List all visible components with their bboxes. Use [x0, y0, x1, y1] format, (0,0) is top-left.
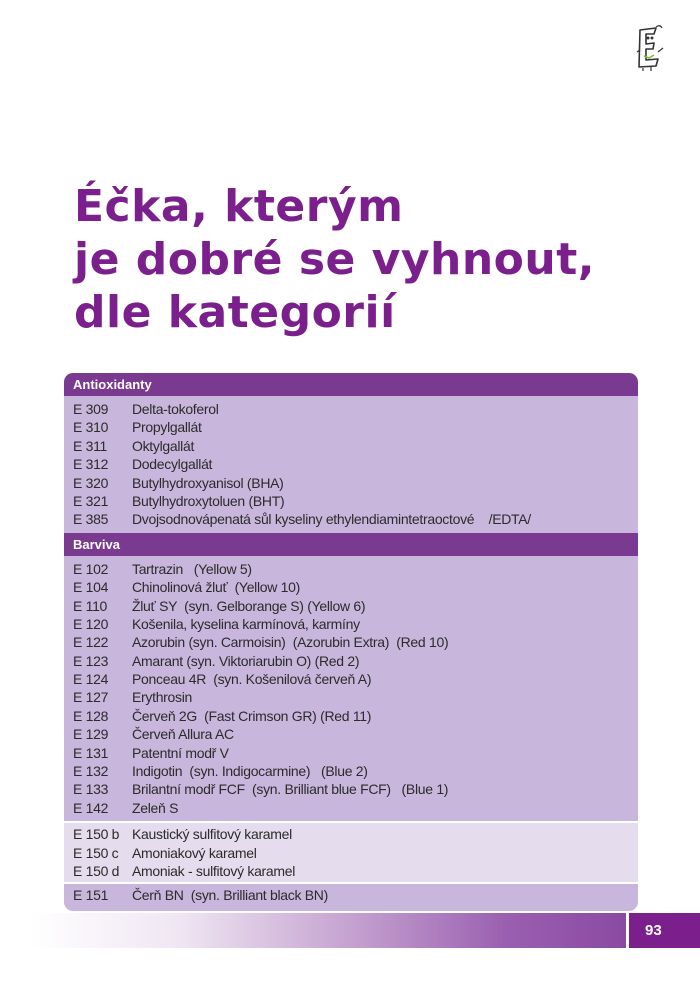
additive-code: E 129	[73, 726, 109, 743]
additive-code: E 131	[73, 744, 109, 761]
additive-code: E 320	[73, 474, 109, 491]
title-line-2: je dobré se vyhnout,	[74, 234, 595, 285]
table-row	[64, 744, 638, 762]
table-row	[64, 418, 638, 436]
table-row	[64, 670, 638, 688]
additive-code: E 133	[73, 781, 109, 798]
additive-name: Delta-tokoferol	[132, 401, 219, 417]
title-line-3: dle kategorií	[74, 287, 396, 338]
category-list-colorants	[64, 556, 638, 821]
table-row	[64, 688, 638, 706]
category-header-antioxidants: Antioxidanty	[64, 373, 638, 396]
additive-code: E 150 b	[73, 826, 120, 843]
additives-table	[64, 373, 638, 911]
additive-code: E 309	[73, 401, 109, 417]
additive-name: Červeň 2G (Fast Crimson GR) (Red 11)	[132, 707, 372, 724]
additive-name: Amarant (syn. Viktoriarubin O) (Red 2)	[132, 652, 360, 669]
additive-name: Košenila, kyselina karmínová, karmíny	[132, 615, 360, 632]
table-row	[64, 597, 638, 615]
additive-code: E 311	[73, 437, 108, 454]
additive-code: E 321	[73, 492, 109, 509]
additive-name: Žluť SY (syn. Gelborange S) (Yellow 6)	[132, 597, 366, 614]
additive-name: Červeň Allura AC	[132, 726, 234, 743]
additive-name: Chinolinová žluť (Yellow 10)	[132, 579, 301, 596]
additive-code: E 104	[73, 579, 109, 596]
table-row	[64, 799, 638, 817]
additive-name: Ponceau 4R (syn. Košenilová červeň A)	[132, 671, 372, 688]
page-title	[74, 180, 595, 339]
additive-name: Patentní modř V	[132, 744, 229, 761]
additive-code: E 120	[73, 615, 109, 632]
footer-gradient-bar	[30, 913, 626, 948]
table-row	[64, 725, 638, 743]
additive-name: Butylhydroxytoluen (BHT)	[132, 492, 285, 509]
additive-name: Amoniak - sulfitový karamel	[132, 862, 296, 879]
category-list-antioxidants	[64, 396, 638, 533]
additive-name: Azorubin (syn. Carmoisin) (Azorubin Extra) (Red 10)	[132, 634, 449, 651]
table-row	[64, 780, 638, 798]
additive-code: E 385	[73, 511, 109, 528]
additive-code: E 124	[73, 671, 109, 688]
table-row	[64, 474, 638, 492]
additive-code: E 122	[73, 634, 109, 651]
category-header-colorants: Barviva	[64, 533, 638, 556]
table-row	[64, 560, 638, 578]
table-row	[64, 707, 638, 725]
additive-name: Butylhydroxyanisol (BHA)	[132, 474, 284, 491]
additive-name: Zeleň S	[132, 799, 179, 816]
additive-name: Dodecylgallát	[132, 456, 213, 473]
additive-code: E 150 c	[73, 844, 119, 861]
additive-name: Amoniakový karamel	[132, 844, 257, 861]
table-row	[64, 825, 638, 843]
table-row	[64, 862, 638, 880]
additive-name: Indigotin (syn. Indigocarmine) (Blue 2)	[132, 763, 368, 780]
letter-e-mascot-icon	[634, 22, 664, 72]
table-row	[64, 633, 638, 651]
additive-code: E 310	[73, 419, 109, 436]
table-row	[64, 615, 638, 633]
additive-code: E 132	[73, 763, 109, 780]
additive-name: Dvojsodnovápenatá sůl kyseliny ethylendiamintetraoctové /EDTA/	[132, 511, 531, 528]
additive-name: Oktylgallát	[132, 437, 195, 454]
table-row	[64, 578, 638, 596]
page-number: 93	[629, 913, 700, 948]
title-line-1: Éčka, kterým	[74, 181, 404, 232]
additive-name: Čerň BN (syn. Brilliant black BN)	[132, 887, 328, 904]
table-row	[64, 510, 638, 528]
additive-code: E 102	[73, 560, 109, 577]
additive-name: Erythrosin	[132, 689, 193, 706]
additive-code: E 110	[73, 597, 108, 614]
table-row	[64, 437, 638, 455]
additive-name: Tartrazin (Yellow 5)	[132, 560, 252, 577]
additive-name: Propylgallát	[132, 419, 202, 436]
table-row	[64, 844, 638, 862]
additive-code: E 151	[73, 887, 109, 904]
table-row	[64, 400, 638, 418]
additive-code: E 150 d	[73, 862, 120, 879]
additive-code: E 128	[73, 707, 109, 724]
additive-code: E 312	[73, 456, 109, 473]
additive-code: E 142	[73, 799, 109, 816]
additive-code: E 127	[73, 689, 109, 706]
additive-code: E 123	[73, 652, 109, 669]
category-list-caramels	[64, 823, 638, 882]
table-row	[64, 652, 638, 670]
table-row	[64, 762, 638, 780]
additive-name: Brilantní modř FCF (syn. Brilliant blue FCF) (Blue 1)	[132, 781, 449, 798]
category-list-black	[64, 884, 638, 910]
additive-name: Kaustický sulfitový karamel	[132, 826, 292, 843]
table-row	[64, 455, 638, 473]
table-row	[64, 492, 638, 510]
table-row	[64, 886, 638, 904]
